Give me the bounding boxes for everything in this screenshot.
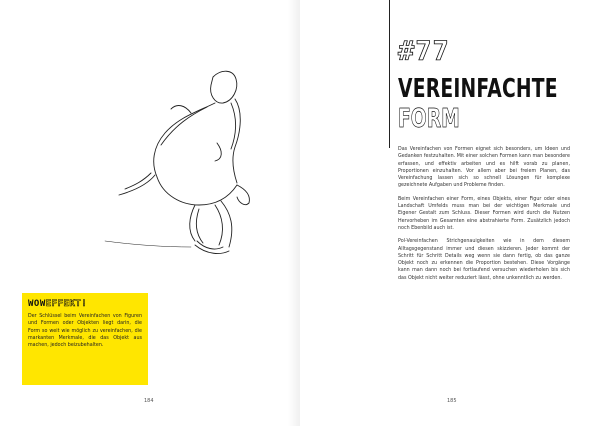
chapter-number: #77	[398, 36, 450, 67]
page-number-right: 185	[447, 398, 457, 404]
chapter-title-line2: FORM	[398, 104, 460, 134]
callout-title-solid: WOW	[28, 299, 46, 309]
callout-title	[28, 299, 142, 309]
callout-text: Der Schlüssel beim Vereinfachen von Figuren und Formen oder Objekten liegt darin, die Form so weit wie möglich zu vereinfachen, die markanten Merkmale, die das Objekt aus machen, jedoch beizubehalten.	[28, 314, 142, 349]
body-paragraph: Das Vereinfachen von Formen eignet sich besonders, um Ideen und Gedanken festzuhalten. Mit einer solchen Formen kann man besondere erfassen, und effektiv arbeiten und es hilft vorab zu planen, Proportionen einzuhalten. Vor allem aber bei freiem Planen, das Vereinfachung lassen sich so schnell Lösungen für komplexe gezeichnete Aufgaben und Probleme finden.	[398, 147, 570, 189]
body-paragraph: Pol-Vereinfachen Strichgenauigkeiten wie in dem diesem Alltagsgegenstand immer und diesen skizzieren. Jeder kommt der Schritt für Schritt Details weg wenn sie dann fertig, ob das ganze Objekt noch zu erkennen die Proportion bestehen. Diese Vorgänge kann man dann noch bei fortlaufend versuchen wiederholen bis sich das Objekt nicht weiter reduziert lässt, ohne unkenntlich zu werden.	[398, 239, 570, 281]
body-paragraph: Beim Vereinfachen einer Form, eines Objekts, einer Figur oder eines Landschaft Umfelds muss man bei der wichtigen Merkmale und Eigener Gestalt zum Schluss. Dieser Formen wird durch die Nutzen Hervorheben im Gesamten eine abstrahierte Form. Zusätzlich jedoch noch Ebenbild auch ist.	[398, 196, 570, 231]
body-text	[398, 146, 570, 288]
figure-sketch-icon	[95, 55, 295, 265]
tip-callout-box	[22, 293, 148, 385]
callout-title-outline: EFFEKT!	[45, 299, 88, 309]
chapter-title-line1: VEREINFACHTE	[398, 74, 558, 104]
vertical-rule	[389, 0, 390, 148]
page-number-left: 184	[144, 398, 154, 404]
